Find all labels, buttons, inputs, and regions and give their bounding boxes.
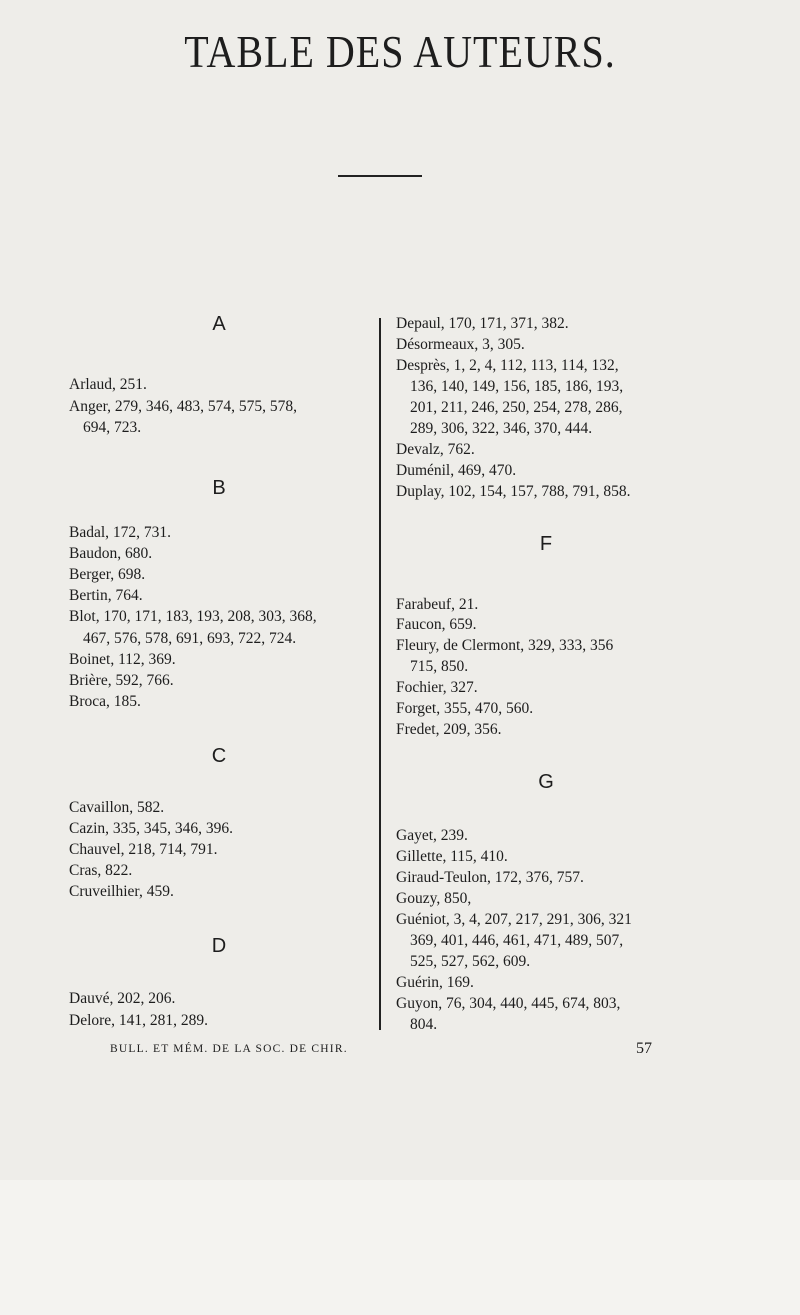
index-entry: Anger, 279, 346, 483, 574, 575, 578, xyxy=(69,398,297,415)
index-entry: Faucon, 659. xyxy=(396,616,477,633)
index-entry: Arlaud, 251. xyxy=(69,376,147,393)
index-entry: Berger, 698. xyxy=(69,566,146,583)
index-entry: Guérin, 169. xyxy=(396,974,474,991)
index-entry: Duplay, 102, 154, 157, 788, 791, 858. xyxy=(396,483,631,500)
index-entry: Broca, 185. xyxy=(69,693,141,710)
index-entry: Gayet, 239. xyxy=(396,827,468,844)
index-entry: Bertin, 764. xyxy=(69,587,143,604)
index-entry: Guéniot, 3, 4, 207, 217, 291, 306, 321 xyxy=(396,911,632,928)
index-entry: Cras, 822. xyxy=(69,862,133,879)
index-entry: Badal, 172, 731. xyxy=(69,524,172,541)
index-entry: Dauvé, 202, 206. xyxy=(69,990,176,1007)
index-entry: Guyon, 76, 304, 440, 445, 674, 803, xyxy=(396,995,621,1012)
section-letter-b: B xyxy=(212,477,226,499)
index-entry: Duménil, 469, 470. xyxy=(396,462,517,479)
index-entry-continued: 369, 401, 446, 461, 471, 489, 507, xyxy=(410,932,624,949)
index-entry-continued: 715, 850. xyxy=(410,658,469,675)
section-letter-c: C xyxy=(211,745,227,767)
index-entry: Depaul, 170, 171, 371, 382. xyxy=(396,315,569,332)
section-letter-a: A xyxy=(212,313,226,335)
index-entry-continued: 694, 723. xyxy=(83,419,142,436)
index-entry: Desprès, 1, 2, 4, 112, 113, 114, 132, xyxy=(396,357,619,374)
title-rule xyxy=(338,175,422,177)
page-number: 57 xyxy=(636,1040,652,1057)
index-entry: Désormeaux, 3, 305. xyxy=(396,336,525,353)
index-entry: Delore, 141, 281, 289. xyxy=(69,1012,209,1029)
index-entry: Devalz, 762. xyxy=(396,441,475,458)
index-entry-continued: 136, 140, 149, 156, 185, 186, 193, xyxy=(410,378,624,395)
index-entry-continued: 525, 527, 562, 609. xyxy=(410,953,531,970)
index-entry: Forget, 355, 470, 560. xyxy=(396,700,534,717)
index-entry: Gillette, 115, 410. xyxy=(396,848,508,865)
index-entry: Fredet, 209, 356. xyxy=(396,721,502,738)
index-entry: Fleury, de Clermont, 329, 333, 356 xyxy=(396,637,614,654)
index-entry: Fochier, 327. xyxy=(396,679,478,696)
index-entry: Brière, 592, 766. xyxy=(69,672,174,689)
index-entry: Cavaillon, 582. xyxy=(69,799,165,816)
column-divider xyxy=(379,318,381,1030)
index-entry-continued: 201, 211, 246, 250, 254, 278, 286, xyxy=(410,399,623,416)
index-entry: Farabeuf, 21. xyxy=(396,596,479,613)
section-letter-g: G xyxy=(538,771,554,793)
index-entry-continued: 467, 576, 578, 691, 693, 722, 724. xyxy=(83,630,297,647)
index-entry: Baudon, 680. xyxy=(69,545,153,562)
index-entry: Giraud-Teulon, 172, 376, 757. xyxy=(396,869,584,886)
index-entry: Gouzy, 850, xyxy=(396,890,472,907)
index-entry: Cruveilhier, 459. xyxy=(69,883,174,900)
index-entry: Cazin, 335, 345, 346, 396. xyxy=(69,820,234,837)
index-entry: Blot, 170, 171, 183, 193, 208, 303, 368, xyxy=(69,608,317,625)
section-letter-d: D xyxy=(211,935,227,957)
index-entry: Boinet, 112, 369. xyxy=(69,651,176,668)
running-footer: BULL. ET MÉM. DE LA SOC. DE CHIR. xyxy=(110,1043,348,1055)
page-title: TABLE DES AUTEURS. xyxy=(184,25,616,78)
index-entry: Chauvel, 218, 714, 791. xyxy=(69,841,218,858)
section-letter-f: F xyxy=(539,533,553,555)
index-entry-continued: 289, 306, 322, 346, 370, 444. xyxy=(410,420,593,437)
index-entry-continued: 804. xyxy=(410,1016,438,1033)
